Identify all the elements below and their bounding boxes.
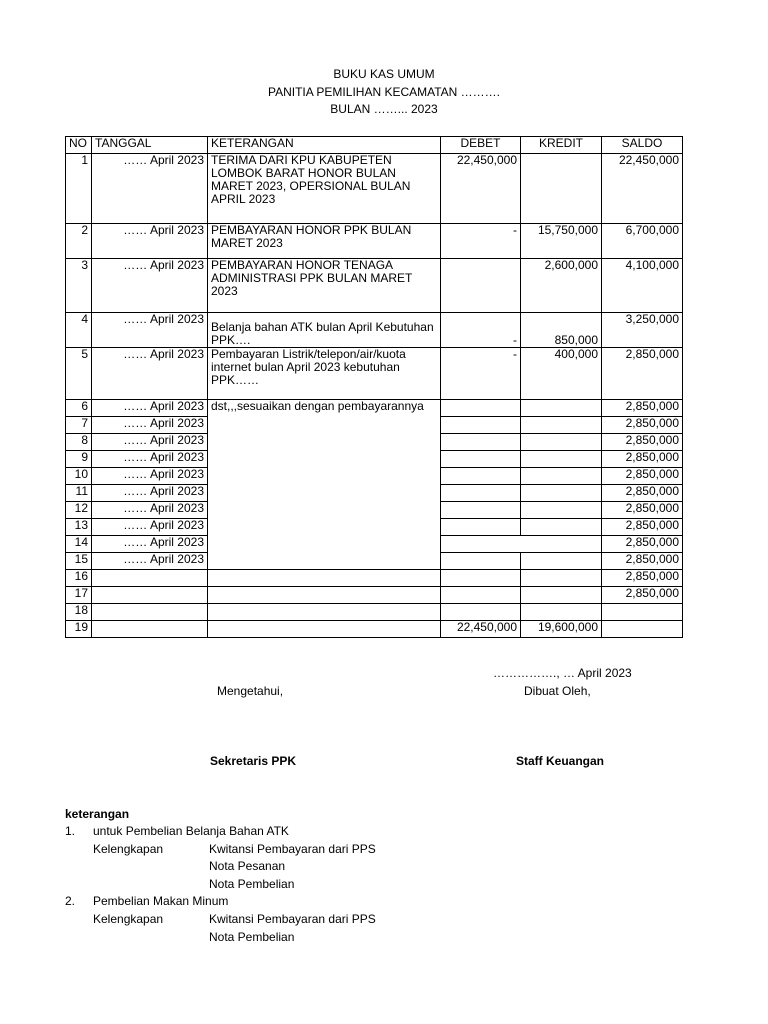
cell-debet [441, 587, 521, 604]
cell-no: 8 [66, 434, 92, 451]
cash-ledger-table [65, 136, 683, 638]
cell-saldo: 4,100,000 [602, 259, 683, 313]
cell-tanggal: …… April 2023 [92, 259, 208, 313]
cell-saldo: 6,700,000 [602, 224, 683, 259]
cell-saldo: 2,850,000 [602, 502, 683, 519]
cell-no: 15 [66, 553, 92, 570]
cell-kredit [521, 451, 602, 468]
cell-debet [441, 400, 521, 417]
cell-saldo: 2,850,000 [602, 434, 683, 451]
cell-debet [441, 485, 521, 502]
cell-no: 19 [66, 621, 92, 638]
cell-kredit [521, 587, 602, 604]
cell-tanggal: …… April 2023 [92, 313, 208, 348]
cell-debet: 22,450,000 [441, 154, 521, 224]
table-row [66, 348, 683, 400]
cell-debet [441, 536, 521, 553]
cell-keterangan: Pembayaran Listrik/telepon/air/kuota internet bulan April 2023 kebutuhan PPK…… [208, 348, 441, 400]
note-item-2-label: Kelengkapan [93, 912, 164, 926]
table-row [66, 154, 683, 224]
cell-no: 12 [66, 502, 92, 519]
cell-saldo: 3,250,000 [602, 313, 683, 348]
note-item-1-label: Kelengkapan [93, 842, 164, 856]
table-row [66, 224, 683, 259]
cell-tanggal: …… April 2023 [92, 400, 208, 417]
note-item-2-doc: Nota Pembelian [209, 930, 295, 944]
col-header-tanggal: TANGGAL [92, 137, 208, 154]
note-item-2-title: Pembelian Makan Minum [93, 894, 229, 908]
cell-debet [441, 468, 521, 485]
finance-staff-title: Staff Keuangan [516, 754, 605, 768]
total-debet: 22,450,000 [441, 621, 521, 638]
note-item-2-doc: Kwitansi Pembayaran dari PPS [209, 912, 376, 926]
cell-keterangan: PEMBAYARAN HONOR PPK BULAN MARET 2023 [208, 224, 441, 259]
cell-kredit [521, 604, 602, 621]
table-header-row [66, 137, 683, 154]
total-kredit: 19,600,000 [521, 621, 602, 638]
cell-debet [441, 570, 521, 587]
cell-kredit [521, 553, 602, 570]
cell-kredit [521, 485, 602, 502]
col-header-keterangan: KETERANGAN [208, 137, 441, 154]
cell-debet [441, 502, 521, 519]
note-item-1-title: untuk Pembelian Belanja Bahan ATK [93, 824, 289, 838]
cell-tanggal [92, 621, 208, 638]
cell-tanggal: …… April 2023 [92, 451, 208, 468]
signature-date: ……………., … April 2023 [493, 666, 632, 680]
cell-tanggal: …… April 2023 [92, 502, 208, 519]
cell-debet [441, 434, 521, 451]
note-item-1-doc: Nota Pembelian [209, 877, 295, 891]
cell-tanggal: …… April 2023 [92, 154, 208, 224]
cell-no: 17 [66, 587, 92, 604]
note-item-1-number: 1. [65, 824, 76, 838]
cell-keterangan: PEMBAYARAN HONOR TENAGA ADMINISTRASI PPK BULAN MARET 2023 [208, 259, 441, 313]
cell-kredit: 850,000 [521, 313, 602, 348]
cell-saldo: 2,850,000 [602, 536, 683, 553]
cell-saldo [602, 604, 683, 621]
cell-saldo: 2,850,000 [602, 417, 683, 434]
cell-no: 13 [66, 519, 92, 536]
prepared-by-label: Dibuat Oleh, [524, 684, 591, 698]
cell-no: 2 [66, 224, 92, 259]
cell-keterangan [208, 604, 441, 621]
cell-debet [441, 259, 521, 313]
cell-tanggal: …… April 2023 [92, 348, 208, 400]
cell-kredit: 15,750,000 [521, 224, 602, 259]
cell-no: 1 [66, 154, 92, 224]
cell-debet: - [441, 224, 521, 259]
cell-tanggal: …… April 2023 [92, 536, 208, 553]
cell-tanggal: …… April 2023 [92, 553, 208, 570]
notes-heading: keterangan [65, 807, 130, 821]
cell-no: 14 [66, 536, 92, 553]
note-item-1-doc: Nota Pesanan [209, 859, 286, 873]
cell-debet [441, 417, 521, 434]
cell-debet: - [441, 348, 521, 400]
cell-no: 5 [66, 348, 92, 400]
cell-tanggal: …… April 2023 [92, 519, 208, 536]
col-header-kredit: KREDIT [521, 137, 602, 154]
cell-keterangan: TERIMA DARI KPU KABUPETEN LOMBOK BARAT HONOR BULAN MARET 2023, OPERSIONAL BULAN APRIL 2023 [208, 154, 441, 224]
cell-saldo: 2,850,000 [602, 400, 683, 417]
cell-saldo: 2,850,000 [602, 451, 683, 468]
cell-keterangan [208, 587, 441, 604]
cell-saldo: 2,850,000 [602, 348, 683, 400]
cell-tanggal: …… April 2023 [92, 485, 208, 502]
cell-kredit: 400,000 [521, 348, 602, 400]
cell-kredit [521, 400, 602, 417]
cell-debet: - [441, 313, 521, 348]
cell-kredit [521, 417, 602, 434]
table-row [66, 400, 683, 417]
cell-saldo: 2,850,000 [602, 468, 683, 485]
cell-keterangan: dst,,,sesuaikan dengan pembayarannya [208, 400, 441, 570]
cell-debet [441, 604, 521, 621]
cell-kredit [521, 536, 602, 553]
cell-kredit [521, 502, 602, 519]
cell-no: 4 [66, 313, 92, 348]
cell-no: 18 [66, 604, 92, 621]
table-row [66, 604, 683, 621]
cell-kredit [521, 154, 602, 224]
cell-kredit [521, 434, 602, 451]
cell-tanggal: …… April 2023 [92, 417, 208, 434]
table-total-row [66, 621, 683, 638]
cell-tanggal [92, 587, 208, 604]
cell-no: 6 [66, 400, 92, 417]
cell-kredit [521, 519, 602, 536]
cell-no: 16 [66, 570, 92, 587]
cell-saldo: 2,850,000 [602, 570, 683, 587]
cell-saldo: 2,850,000 [602, 485, 683, 502]
cell-kredit [521, 468, 602, 485]
cell-debet [441, 519, 521, 536]
cell-kredit: 2,600,000 [521, 259, 602, 313]
doc-subtitle: PANITIA PEMILIHAN KECAMATAN ………. [267, 85, 501, 99]
cell-tanggal: …… April 2023 [92, 434, 208, 451]
col-header-no: NO [66, 137, 92, 154]
table-row [66, 570, 683, 587]
cell-no: 11 [66, 485, 92, 502]
cell-tanggal: …… April 2023 [92, 224, 208, 259]
cell-tanggal [92, 570, 208, 587]
secretary-title: Sekretaris PPK [210, 754, 297, 768]
cell-saldo: 2,850,000 [602, 519, 683, 536]
cell-saldo [602, 621, 683, 638]
doc-period: BULAN ……... 2023 [330, 102, 438, 116]
cell-keterangan: Belanja bahan ATK bulan April Kebutuhan PPK…. [208, 313, 441, 348]
cell-kredit [521, 570, 602, 587]
cell-keterangan [208, 570, 441, 587]
note-item-1-doc: Kwitansi Pembayaran dari PPS [209, 842, 376, 856]
cell-saldo: 2,850,000 [602, 553, 683, 570]
doc-title: BUKU KAS UMUM [333, 67, 435, 81]
cell-saldo: 2,850,000 [602, 587, 683, 604]
note-item-2-number: 2. [65, 894, 76, 908]
cell-no: 3 [66, 259, 92, 313]
cell-no: 9 [66, 451, 92, 468]
acknowledged-label: Mengetahui, [217, 684, 284, 698]
cell-tanggal [92, 604, 208, 621]
cell-no: 10 [66, 468, 92, 485]
table-row [66, 259, 683, 313]
cell-tanggal: …… April 2023 [92, 468, 208, 485]
cell-keterangan [208, 621, 441, 638]
cell-no: 7 [66, 417, 92, 434]
table-row [66, 313, 683, 348]
col-header-debet: DEBET [441, 137, 521, 154]
cell-debet [441, 553, 521, 570]
cell-saldo: 22,450,000 [602, 154, 683, 224]
cell-debet [441, 451, 521, 468]
table-row [66, 587, 683, 604]
col-header-saldo: SALDO [602, 137, 683, 154]
